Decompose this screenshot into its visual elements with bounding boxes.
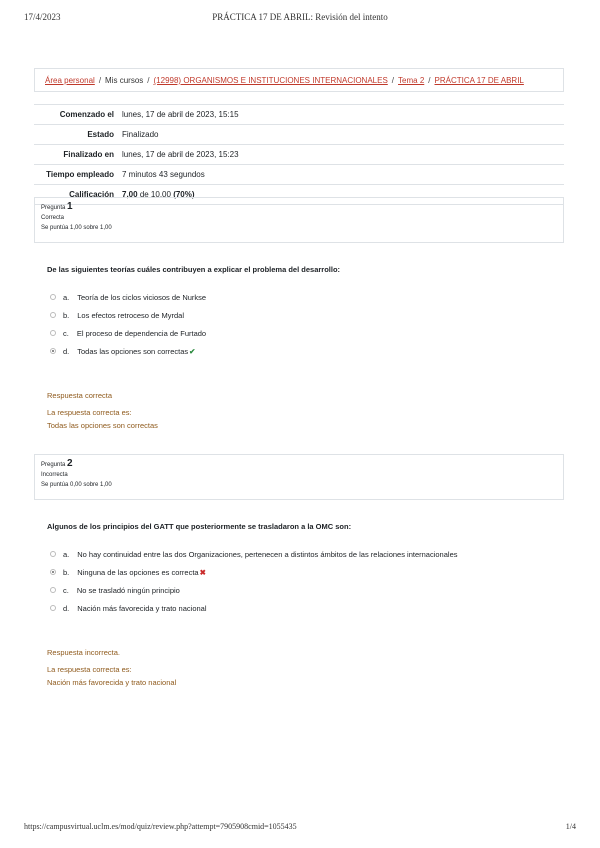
option-letter: a. xyxy=(63,549,70,559)
breadcrumb-tema[interactable]: Tema 2 xyxy=(398,76,425,85)
breadcrumb-course[interactable]: (12998) ORGANISMOS E INSTITUCIONES INTERNACIONALES xyxy=(153,76,388,85)
question-number: Pregunta 1 xyxy=(41,201,73,212)
feedback-result: Respuesta incorrecta. xyxy=(47,648,120,657)
option-letter: c. xyxy=(63,328,69,338)
summary-value: lunes, 17 de abril de 2023, 15:15 xyxy=(122,110,239,119)
option-letter: a. xyxy=(63,292,70,302)
option-text: No se trasladó ningún principio xyxy=(76,585,180,595)
summary-label: Tiempo empleado xyxy=(46,170,114,179)
answer-option-selected[interactable] xyxy=(50,344,195,358)
question-text-2: Algunos de los principios del GATT que posteriormente se trasladaron a la OMC son: xyxy=(47,522,352,531)
option-letter: c. xyxy=(63,585,69,595)
summary-value: Finalizado xyxy=(122,130,159,139)
summary-label: Estado xyxy=(87,130,114,139)
answer-option[interactable] xyxy=(50,583,180,597)
breadcrumb xyxy=(34,68,564,92)
radio-button-checked[interactable] xyxy=(50,348,56,354)
answer-option-selected[interactable] xyxy=(50,565,206,579)
feedback-result: Respuesta correcta xyxy=(47,391,113,400)
question-number: Pregunta 2 xyxy=(41,458,73,469)
summary-row-state xyxy=(34,125,564,145)
summary-value: lunes, 17 de abril de 2023, 15:23 xyxy=(122,150,239,159)
option-letter: b. xyxy=(63,310,70,320)
grade-score: 7,00 xyxy=(122,190,138,199)
option-letter: b. xyxy=(63,567,70,577)
right-answer: Todas las opciones son correctas xyxy=(47,421,158,430)
attempt-summary-table xyxy=(34,104,564,205)
right-answer-label: La respuesta correcta es: xyxy=(47,665,132,674)
question-info-2 xyxy=(34,454,564,500)
option-text: Nación más favorecida y trato nacional xyxy=(77,603,207,613)
print-title: PRÁCTICA 17 DE ABRIL: Revisión del intento xyxy=(212,12,388,22)
breadcrumb-separator: / xyxy=(147,76,150,85)
question-state: Correcta xyxy=(41,215,65,221)
radio-button[interactable] xyxy=(50,551,56,557)
right-answer-label: La respuesta correcta es: xyxy=(47,408,132,417)
summary-row-finished xyxy=(34,145,564,165)
radio-button[interactable] xyxy=(50,587,56,593)
answer-option[interactable] xyxy=(50,308,184,322)
cross-icon: ✖ xyxy=(199,567,206,577)
print-header xyxy=(24,12,576,26)
question-grade: Se puntúa 0,00 sobre 1,00 xyxy=(41,482,112,488)
breadcrumb-separator: / xyxy=(98,76,102,85)
option-text: El proceso de dependencia de Furtado xyxy=(76,328,207,338)
breadcrumb-separator: / xyxy=(391,76,395,85)
summary-value: 7 minutos 43 segundos xyxy=(122,170,205,179)
print-url: https://campusvirtual.uclm.es/mod/quiz/review.php?attempt=7905908cmid=1055435 xyxy=(24,822,297,831)
check-icon: ✔ xyxy=(189,346,196,356)
print-footer xyxy=(24,822,576,834)
radio-button[interactable] xyxy=(50,330,56,336)
page-number: 1/4 xyxy=(565,822,576,831)
right-answer: Nación más favorecida y trato nacional xyxy=(47,678,177,687)
radio-button-checked[interactable] xyxy=(50,569,56,575)
breadcrumb-area-personal[interactable]: Área personal xyxy=(45,76,95,85)
summary-label: Comenzado el xyxy=(59,110,114,119)
breadcrumb-mis-cursos: Mis cursos xyxy=(105,76,144,85)
breadcrumb-separator: / xyxy=(428,76,431,85)
question-text-1: De las siguientes teorías cuáles contribuyen a explicar el problema del desarrollo: xyxy=(47,265,341,274)
option-text: Teoría de los ciclos viciosos de Nurkse xyxy=(77,292,207,302)
radio-button[interactable] xyxy=(50,312,56,318)
answer-option[interactable] xyxy=(50,547,458,561)
grade-of: de 10,00 xyxy=(139,190,171,199)
option-letter: d. xyxy=(63,603,70,613)
answer-option[interactable] xyxy=(50,290,206,304)
feedback-2 xyxy=(47,646,176,689)
question-state: Incorrecta xyxy=(41,472,68,478)
grade-percent: (70%) xyxy=(173,190,195,199)
option-text: Los efectos retroceso de Myrdal xyxy=(77,310,184,320)
option-letter: d. xyxy=(63,346,70,356)
answer-option[interactable] xyxy=(50,601,207,615)
feedback-1 xyxy=(47,389,158,432)
question-grade: Se puntúa 1,00 sobre 1,00 xyxy=(41,225,112,231)
breadcrumb-quiz[interactable]: PRÁCTICA 17 DE ABRIL xyxy=(434,76,524,85)
option-text: No hay continuidad entre las dos Organizaciones, pertenecen a distintos ámbitos de las relaciones internacionales xyxy=(77,549,458,559)
summary-row-started xyxy=(34,105,564,125)
summary-label: Finalizado en xyxy=(63,150,114,159)
question-info-1 xyxy=(34,197,564,243)
option-text: Ninguna de las opciones es correcta xyxy=(77,567,199,577)
summary-row-time xyxy=(34,165,564,185)
radio-button[interactable] xyxy=(50,294,56,300)
radio-button[interactable] xyxy=(50,605,56,611)
answer-option[interactable] xyxy=(50,326,206,340)
option-text: Todas las opciones son correctas xyxy=(77,346,189,356)
print-date: 17/4/2023 xyxy=(24,12,61,22)
summary-label: Calificación xyxy=(69,190,114,199)
